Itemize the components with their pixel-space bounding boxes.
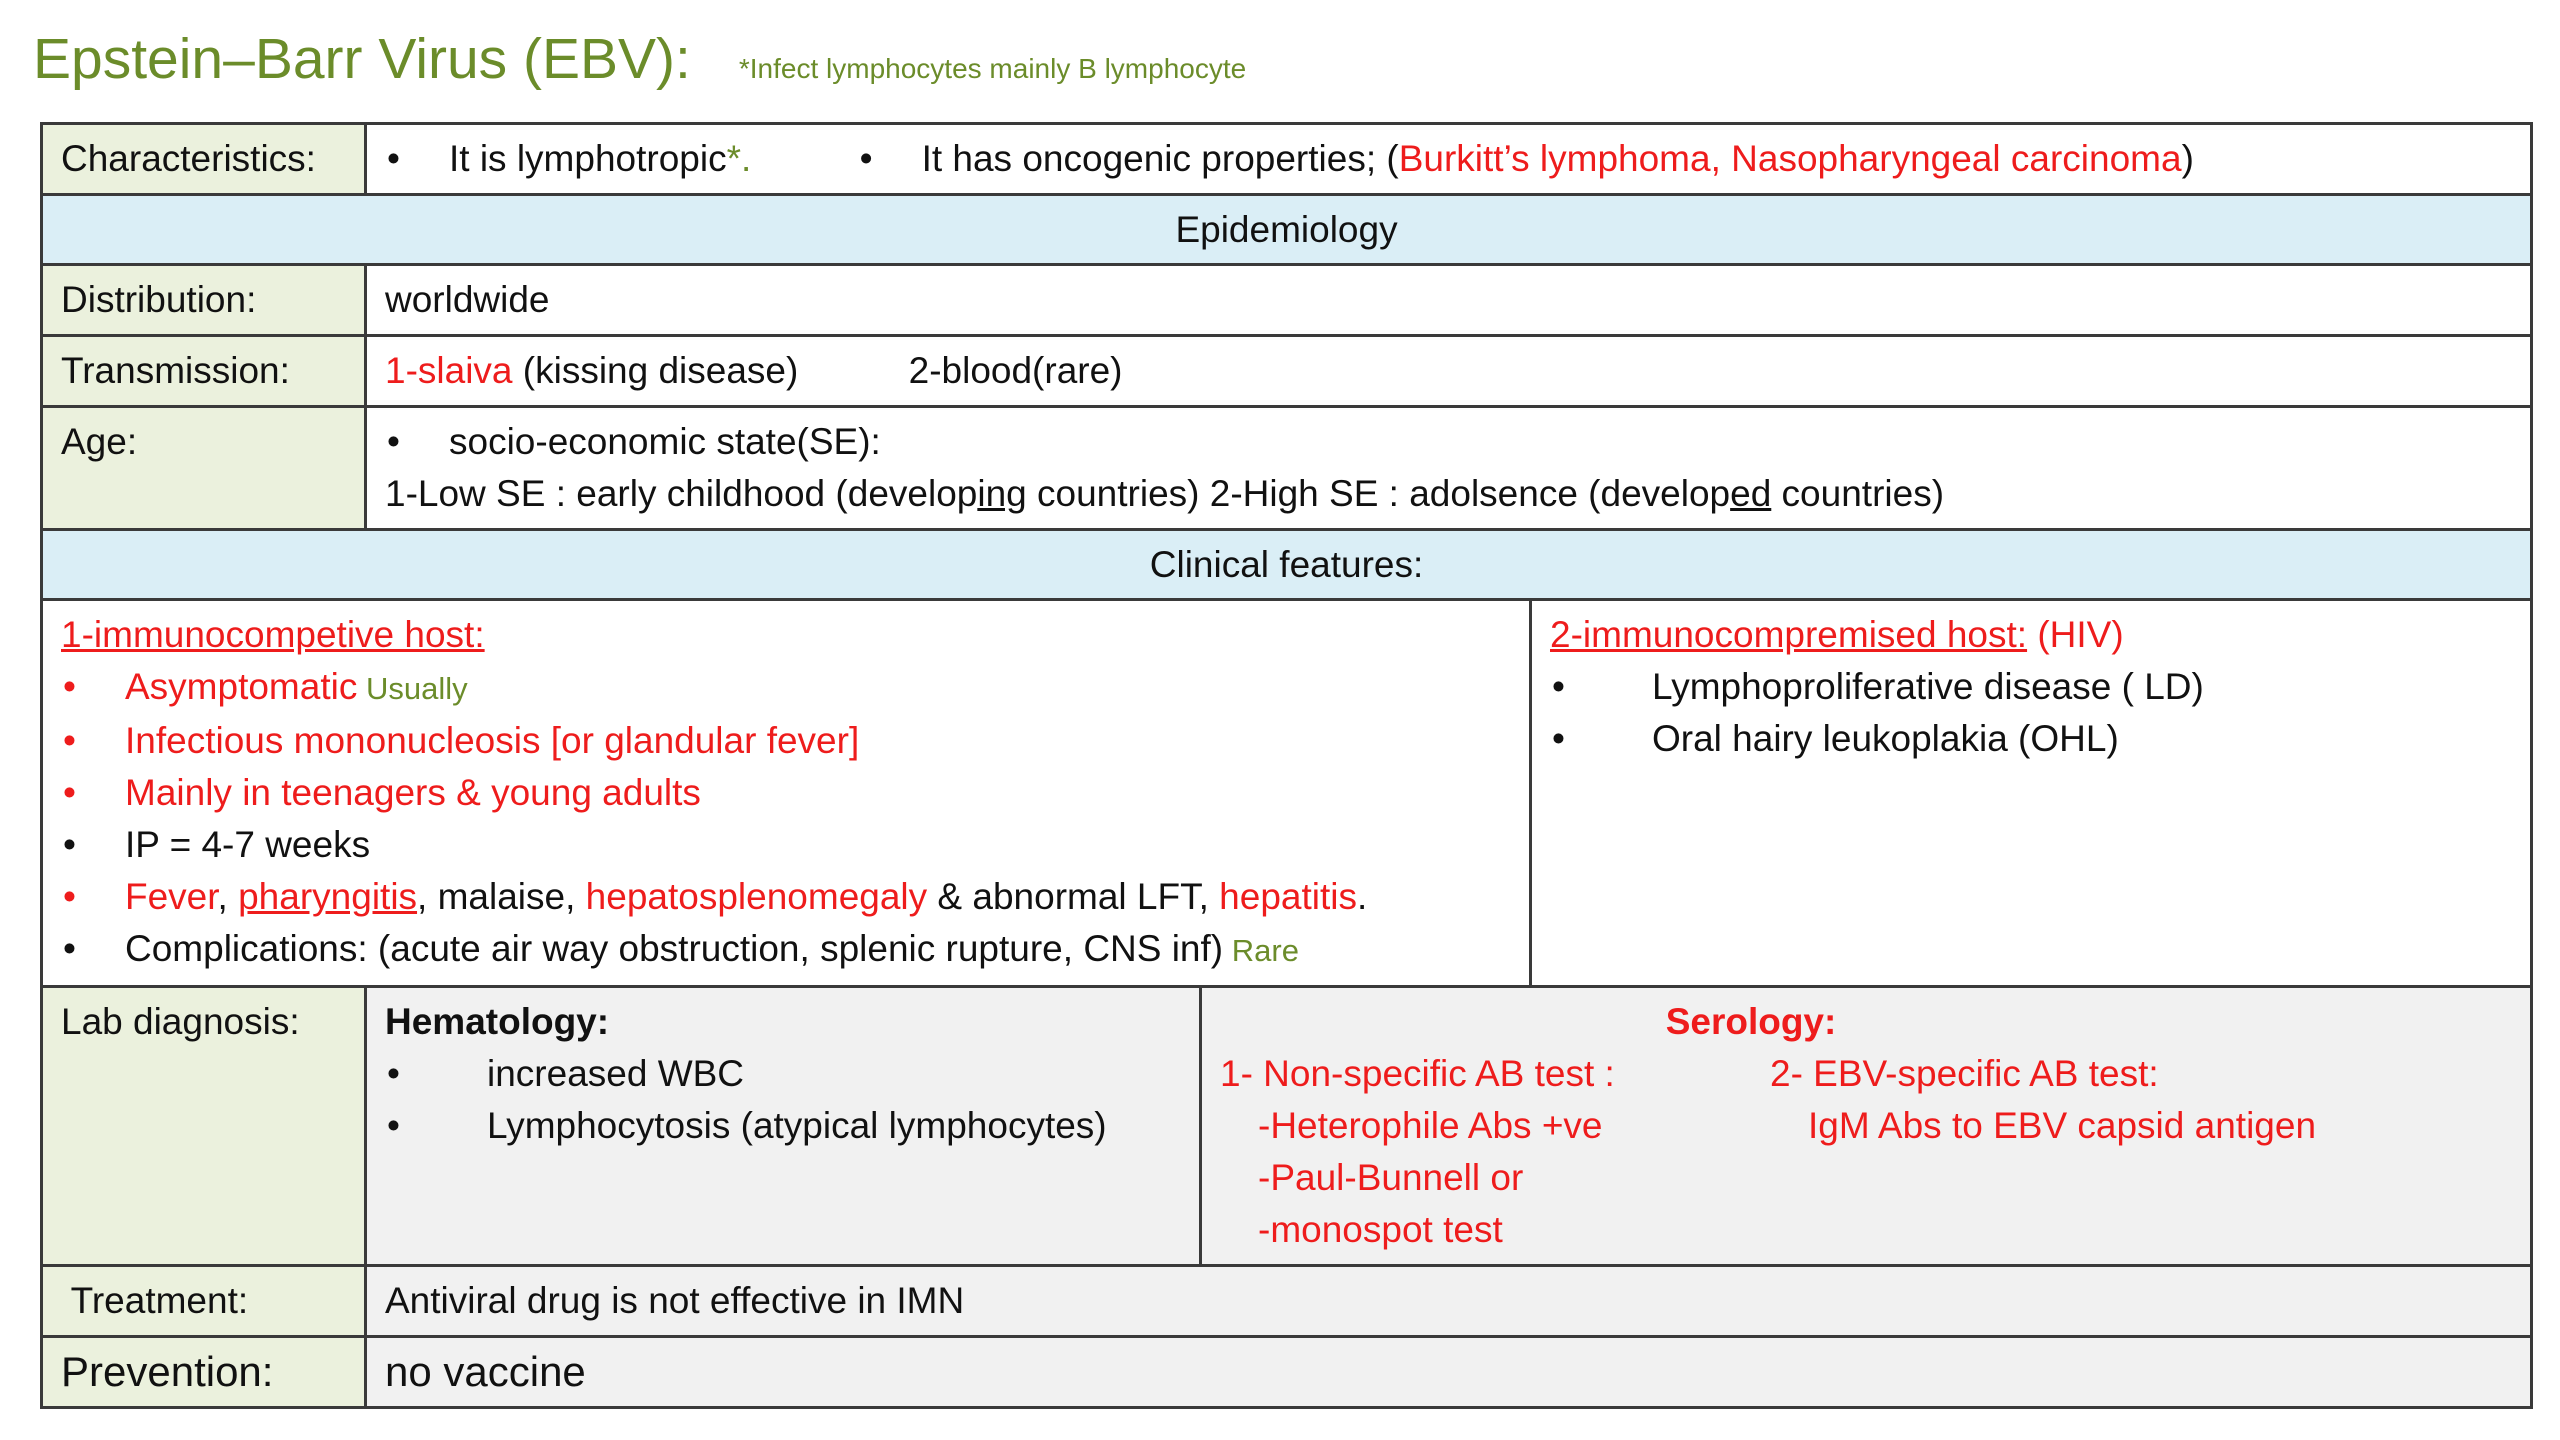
age-label: Age: xyxy=(42,407,366,530)
distribution-row xyxy=(42,265,2532,336)
clinical-heading: Clinical features: xyxy=(42,530,2532,600)
bullet-icon: • xyxy=(63,928,76,969)
prevention-label: Prevention: xyxy=(42,1337,366,1408)
epidemiology-band-row xyxy=(42,195,2532,265)
transmission-value: 1-slaiva (kissing disease) 2-blood(rare) xyxy=(366,336,2532,407)
treatment-label: Treatment: xyxy=(42,1266,366,1337)
bullet-icon: • xyxy=(387,421,400,462)
immunocompetent-title: 1-immunocompetive host: xyxy=(61,614,485,655)
distribution-value: worldwide xyxy=(366,265,2532,336)
characteristics-value xyxy=(366,124,2532,195)
transmission-row xyxy=(42,336,2532,407)
bullet-icon: • xyxy=(1552,718,1565,759)
characteristics-label: Characteristics: xyxy=(42,124,366,195)
transmission-label: Transmission: xyxy=(42,336,366,407)
bullet-icon: • xyxy=(63,772,76,813)
prevention-value: no vaccine xyxy=(366,1337,2532,1408)
treatment-row xyxy=(42,1266,2532,1337)
clinical-left: 1-immunocompetive host: • Asymptomatic Usually • Infectious mononucleosis [or glandular fever] • Mainly in teenagers & young adults • IP = 4-7 weeks • Fever, pharyngitis, malaise, hepatosplenomegaly & abnormal LFT, hepatitis. • Complications: (acute air way obstruction, splenic rupture, CNS inf) Rare xyxy=(42,600,1531,987)
clinical-row xyxy=(42,600,2532,987)
characteristics-item-1: • It is lymphotropic *. xyxy=(385,133,751,185)
bullet-icon: • xyxy=(387,138,400,179)
characteristics-row xyxy=(42,124,2532,195)
page-title: Epstein–Barr Virus (EBV): xyxy=(33,27,691,91)
distribution-label: Distribution: xyxy=(42,265,366,336)
bullet-icon: • xyxy=(63,720,76,761)
serology-title: Serology: xyxy=(1665,1001,1837,1042)
epidemiology-heading: Epidemiology xyxy=(42,195,2532,265)
page-subtitle: *Infect lymphocytes mainly B lymphocyte xyxy=(738,53,1247,84)
characteristics-item-2: • It has oncogenic properties; ( Burkitt’s lymphoma, Nasopharyngeal carcinoma ) xyxy=(858,133,2194,185)
age-value: • socio-economic state(SE): 1-Low SE : early childhood (developing countries) 2-High SE : adolsence (developed countries) xyxy=(366,407,2532,530)
bullet-icon: • xyxy=(1552,666,1565,707)
immunocompromised-title: 2-immunocompremised host: (HIV) xyxy=(1550,614,2124,655)
bullet-icon: • xyxy=(63,876,76,917)
bullet-icon: • xyxy=(387,1105,400,1146)
lab-label: Lab diagnosis: xyxy=(42,987,366,1266)
treatment-value: Antiviral drug is not effective in IMN xyxy=(366,1266,2532,1337)
hematology-cell: Hematology: • increased WBC • Lymphocytosis (atypical lymphocytes) xyxy=(366,987,1201,1266)
ebv-summary-table xyxy=(40,122,2533,1409)
bullet-icon: • xyxy=(859,138,873,179)
age-row xyxy=(42,407,2532,530)
bullet-icon: • xyxy=(63,824,76,865)
prevention-row xyxy=(42,1337,2532,1408)
bullet-icon: • xyxy=(387,1053,400,1094)
bullet-icon: • xyxy=(63,666,76,707)
lab-row xyxy=(42,987,2532,1266)
clinical-right: 2-immunocompremised host: (HIV) • Lymphoproliferative disease ( LD) • Oral hairy leukoplakia (OHL) xyxy=(1531,600,2532,987)
title-row xyxy=(33,26,1246,92)
hematology-title: Hematology: xyxy=(385,1001,610,1042)
serology-cell: Serology: 1- Non-specific AB test : -Heterophile Abs +ve -Paul-Bunnell or -monospot test 2- EBV-specific AB test: IgM Abs to EBV capsid antigen xyxy=(1201,987,2532,1266)
clinical-band-row xyxy=(42,530,2532,600)
